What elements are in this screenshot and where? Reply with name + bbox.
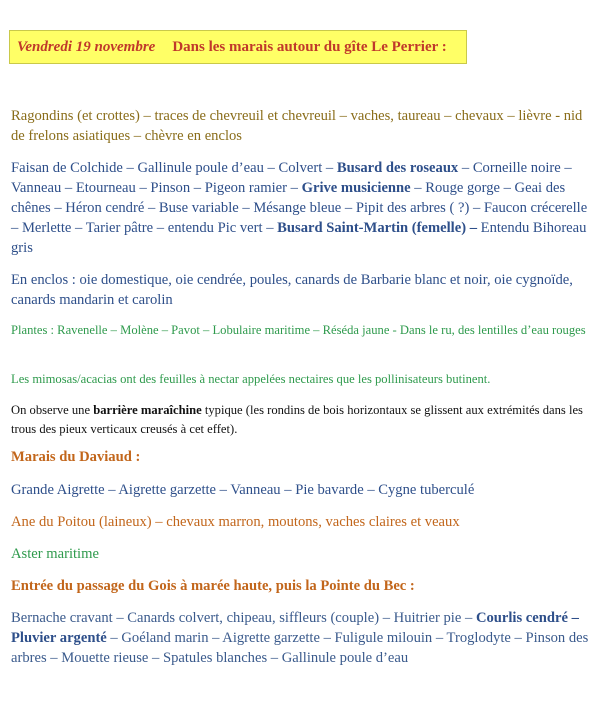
mammals-paragraph: Ragondins (et crottes) – traces de chevreuil et chevreuil – vaches, taureau – chevaux – lièvre - nid de frelons asiatiques – chèvre en enclos — [11, 108, 583, 144]
birds-text-3: – Rouge gorge – Geai des chênes – Héron cendré – Buse variable – Mésange bleue – Pipit des arbres ( ?) – Faucon crécerelle – Merlette – Tarier pâtre – entendu Pic vert – — [11, 180, 588, 236]
barrier-text-pre: On observe une — [11, 403, 94, 417]
barrier-bold: barrière maraîchine — [93, 403, 202, 417]
daviaud-heading: Marais du Daviaud : — [11, 449, 141, 465]
enclosure-paragraph: En enclos : oie domestique, oie cendrée, poules, canards de Barbarie blanc et noir, oie cygnoïde, canards mandarin et carolin — [11, 272, 573, 308]
daviaud-birds: Grande Aigrette – Aigrette garzette – Vanneau – Pie bavarde – Cygne tuberculé — [11, 482, 475, 498]
gois-text-2: – Goéland marin – Aigrette garzette – Fuligule milouin – Troglodyte – Pinson des arbres – Mouette rieuse – Spatules blanches – Gallinule poule d’eau — [11, 630, 589, 666]
birds-text-2: – Corneille noire – Vanneau – Etourneau – Pinson – Pigeon ramier – — [11, 160, 572, 196]
day-header-banner — [9, 30, 467, 64]
barrier-paragraph — [11, 401, 591, 439]
gois-text-1: Bernache cravant – Canards colvert, chipeau, siffleurs (couple) – Huitrier pie – — [11, 610, 476, 626]
barrier-text-post: typique (les rondins de bois horizontaux se glissent aux extrémités dans les trous des pieux verticaux creusés à cet effet). — [11, 403, 583, 436]
header-location: Dans les marais autour du gîte Le Perrier : — [172, 38, 447, 55]
plants-paragraph: Plantes : Ravenelle – Molène – Pavot – Lobulaire maritime – Réséda jaune - Dans le ru, des lentilles d’eau rouges — [11, 323, 586, 337]
gois-birds-paragraph — [11, 608, 591, 668]
birds-bold-1: Busard des roseaux — [336, 160, 459, 176]
gois-bold-1: Courlis cendré – Pluvier argenté — [11, 610, 579, 646]
birds-paragraph — [11, 158, 591, 258]
daviaud-plants: Aster maritime — [11, 546, 99, 562]
birds-text-4: Entendu Bihoreau gris — [11, 220, 587, 256]
header-date: Vendredi 19 novembre — [17, 38, 156, 55]
mimosas-paragraph: Les mimosas/acacias ont des feuilles à nectar appelées nectaires que les pollinisateurs butinent. — [11, 372, 491, 386]
birds-bold-3: Busard Saint-Martin (femelle) – — [277, 220, 477, 236]
daviaud-mammals: Ane du Poitou (laineux) – chevaux marron, moutons, vaches claires et veaux — [11, 514, 460, 530]
birds-bold-2: Grive musicienne — [301, 180, 411, 196]
gois-heading: Entrée du passage du Gois à marée haute, puis la Pointe du Bec : — [11, 578, 415, 594]
birds-text-1: Faisan de Colchide – Gallinule poule d’eau – Colvert – — [11, 160, 337, 176]
